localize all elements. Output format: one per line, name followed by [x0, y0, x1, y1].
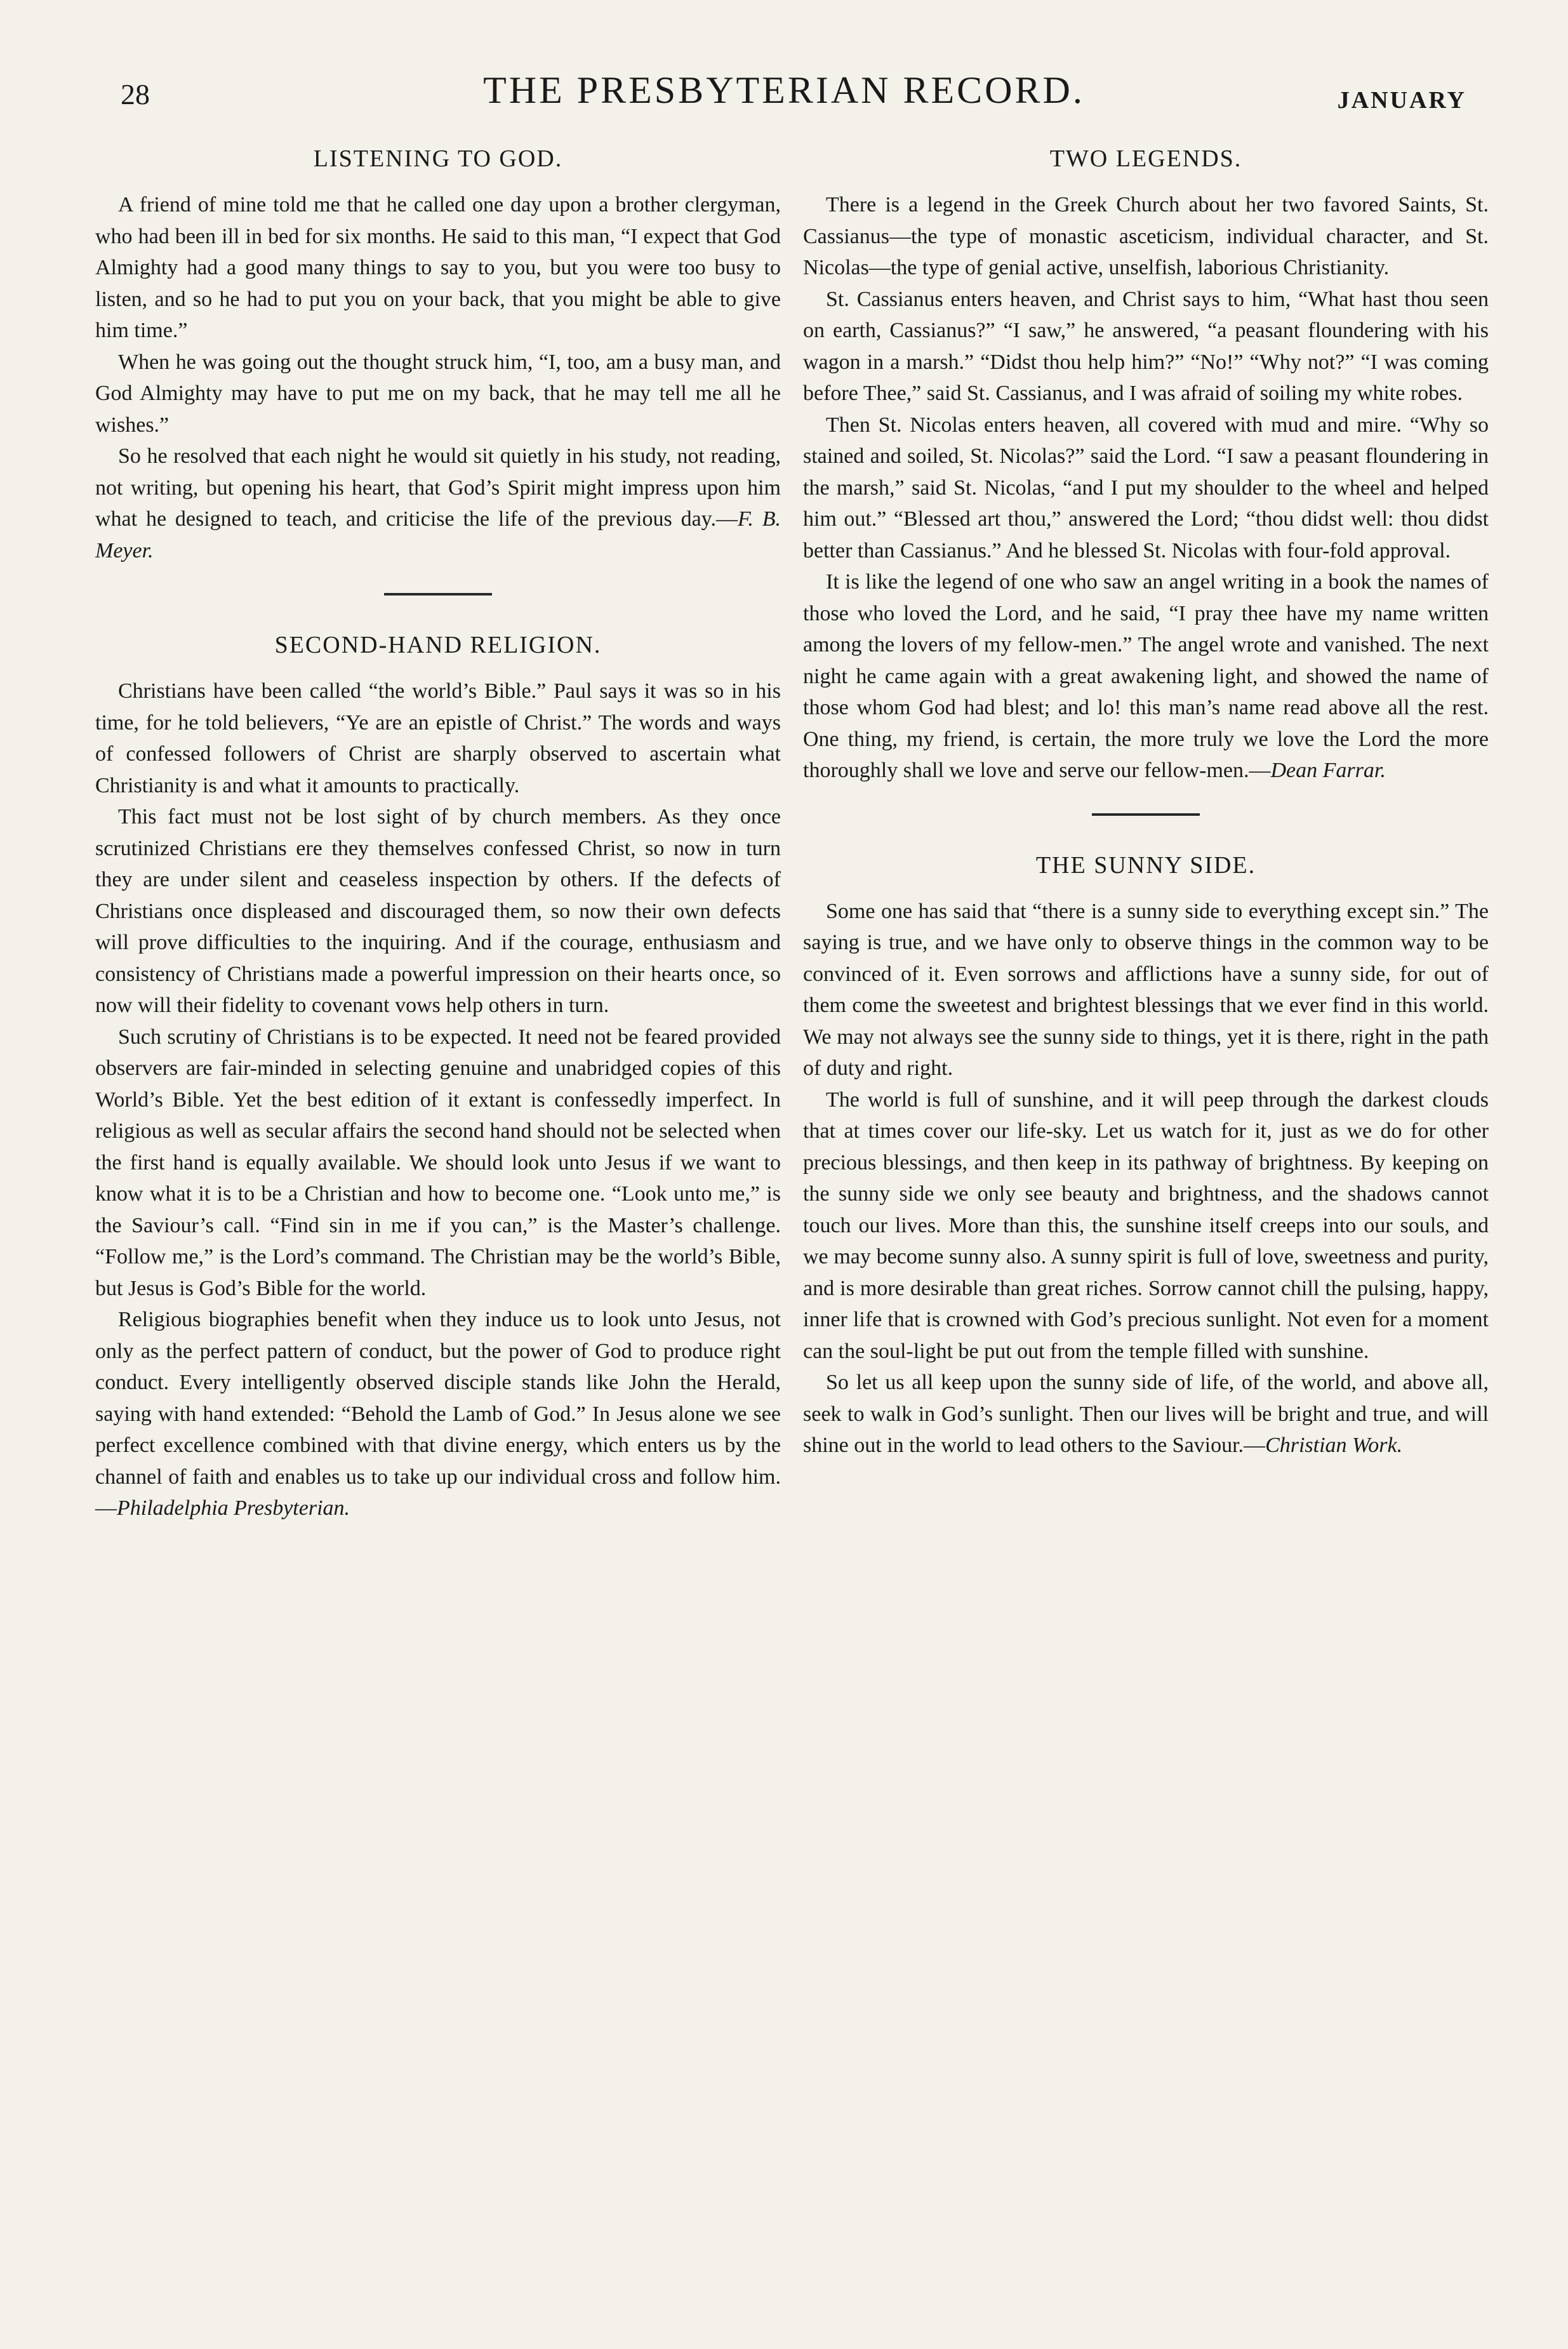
- article-paragraph: St. Cassianus enters heaven, and Christ says to him, “What hast thou seen on earth, Cassianus?” “I saw,” he answered, “a peasant floundering with his wagon in a marsh.” “Didst thou help him?” “No!” “Why not?” “I was coming before Thee,” said St. Cassianus, and I was afraid of soiling my white robes.: [803, 287, 1489, 405]
- section-divider: [384, 593, 492, 596]
- article-listening-to-god: [95, 145, 781, 566]
- journal-title: THE PRESBYTERIAN RECORD.: [483, 69, 1085, 111]
- article-paragraph: Then St. Nicolas enters heaven, all covered with mud and mire. “Why so stained and soiled, St. Nicolas?” said the Lord. “I saw a peasant floundering in the marsh,” said St. Nicolas, “and I put my shoulder to the wheel and helped him out.” “Blessed art thou,” answered the Lord; “thou didst well: thou didst better than Cassianus.” And he blessed St. Nicolas with four-fold approval.: [803, 413, 1489, 562]
- article-attribution: Dean Farrar.: [1270, 759, 1386, 782]
- running-head: [95, 69, 1473, 126]
- article-title: LISTENING TO GOD.: [313, 145, 563, 172]
- left-column: [95, 145, 781, 1550]
- article-paragraph: [803, 1367, 1489, 1461]
- issue-month: JANUARY: [1337, 87, 1466, 114]
- article-paragraph: [95, 441, 781, 566]
- article-paragraph: [95, 1304, 781, 1524]
- article-paragraph: [803, 566, 1489, 787]
- right-column: [803, 145, 1489, 1487]
- article-title: THE SUNNY SIDE.: [1035, 851, 1256, 879]
- article-the-sunny-side: [803, 851, 1489, 1461]
- article-paragraph: When he was going out the thought struck him, “I, too, am a busy man, and God Almighty may have to put me on my back, that he may tell me all he wishes.”: [95, 350, 781, 437]
- article-paragraph: This fact must not be lost sight of by church members. As they once scrutinized Christians ere they themselves confessed Christ, so now in turn they are under silent and ceaseless inspection by others. If the defects of Christians once displeased and discouraged them, so now their own defects will prove difficulties to the inquiring. And if the courage, enthusiasm and consistency of Christians made a powerful impression on their hearts once, so now will their fidelity to covenant vows help others in turn.: [95, 805, 781, 1017]
- section-divider: [1092, 813, 1200, 816]
- article-title: TWO LEGENDS.: [1049, 145, 1242, 172]
- article-second-hand-religion: [95, 631, 781, 1524]
- article-attribution: Christian Work.: [1265, 1434, 1403, 1457]
- article-attribution: Philadelphia Presbyterian.: [117, 1496, 350, 1520]
- page-number: 28: [121, 78, 150, 110]
- article-paragraph: Christians have been called “the world’s Bible.” Paul says it was so in his time, for he told believers, “Ye are an epistle of Christ.” The words and ways of confessed followers of Christ are sharply observed to ascertain what Christianity is and what it amounts to practically.: [95, 679, 781, 797]
- article-paragraph-text: So let us all keep upon the sunny side of life, of the world, and above all, seek to walk in God’s sunlight. Then our lives will be bright and true, and will shine out in the world to lead others to the Saviour.—: [803, 1371, 1489, 1457]
- article-paragraph: There is a legend in the Greek Church about her two favored Saints, St. Cassianus—the type of monastic asceticism, individual character, and St. Nicolas—the type of genial active, unselfish, laborious Christianity.: [803, 193, 1489, 279]
- article-paragraph: The world is full of sunshine, and it will peep through the darkest clouds that at times cover our life-sky. Let us watch for it, just as we do for other precious blessings, and then keep in its pathway of brightness. By keeping on the sunny side we only see beauty and brightness, and the shadows cannot touch our lives. More than this, the sunshine itself creeps into our souls, and we may become sunny also. A sunny spirit is full of love, sweetness and purity, and is more desirable than great riches. Sorrow cannot chill the pulsing, happy, inner life that is crowned with God’s precious sunlight. Not even for a moment can the soul-light be put out from the temple filled with sunshine.: [803, 1088, 1489, 1363]
- article-title: SECOND-HAND RELIGION.: [274, 632, 602, 658]
- article-paragraph-text: Religious biographies benefit when they induce us to look unto Jesus, not only as the perfect pattern of conduct, but the power of God to produce right conduct. Every intelligently observed disciple stands like John the Herald, saying with hand extended: “Behold the Lamb of God.” In Jesus alone we see perfect excellence combined with that divine energy, which enters us by the channel of faith and enables us to take up our individual cross and follow him.—: [95, 1308, 781, 1520]
- article-attribution: F. B. Meyer.: [95, 507, 781, 562]
- article-paragraph: Such scrutiny of Christians is to be expected. It need not be feared provided observers are fair-minded in selecting genuine and unabridged copies of this World’s Bible. Yet the best edition of it extant is confessedly imperfect. In religious as well as secular affairs the second hand should not be selected when the first hand is equally available. We should look unto Jesus if we want to know what it is to be a Christian and how to become one. “Look unto me,” is the Saviour’s call. “Find sin in me if you can,” is the Master’s challenge. “Follow me,” is the Lord’s command. The Christian may be the world’s Bible, but Jesus is God’s Bible for the world.: [95, 1025, 781, 1300]
- article-paragraph: A friend of mine told me that he called one day upon a brother clergyman, who had been ill in bed for six months. He said to this man, “I expect that God Almighty had a good many things to say to you, but you were too busy to listen, and so he had to put you on your back, that you might be able to give him time.”: [95, 193, 781, 342]
- article-paragraph: Some one has said that “there is a sunny side to everything except sin.” The saying is true, and we have only to observe things in the common way to be convinced of it. Even sorrows and afflictions have a sunny side, for out of them come the sweetest and brightest blessings that we ever find in this world. We may not always see the sunny side to things, yet it is there, right in the path of duty and right.: [803, 899, 1489, 1080]
- article-paragraph-text: So he resolved that each night he would sit quietly in his study, not reading, not writing, but opening his heart, that God’s Spirit might impress upon him what he designed to teach, and criticise the life of the previous day.—: [95, 444, 781, 531]
- article-two-legends: [803, 145, 1489, 787]
- article-paragraph-text: It is like the legend of one who saw an angel writing in a book the names of those who loved the Lord, and he said, “I pray thee have my name written among the lovers of my fellow-men.” The angel wrote and vanished. The next night he came again with a great awakening light, and showed the name of those whom God had blest; and lo! this man’s name read above all the rest. One thing, my friend, is certain, the more truly we love the Lord the more thoroughly shall we love and serve our fellow-men.—: [803, 570, 1489, 782]
